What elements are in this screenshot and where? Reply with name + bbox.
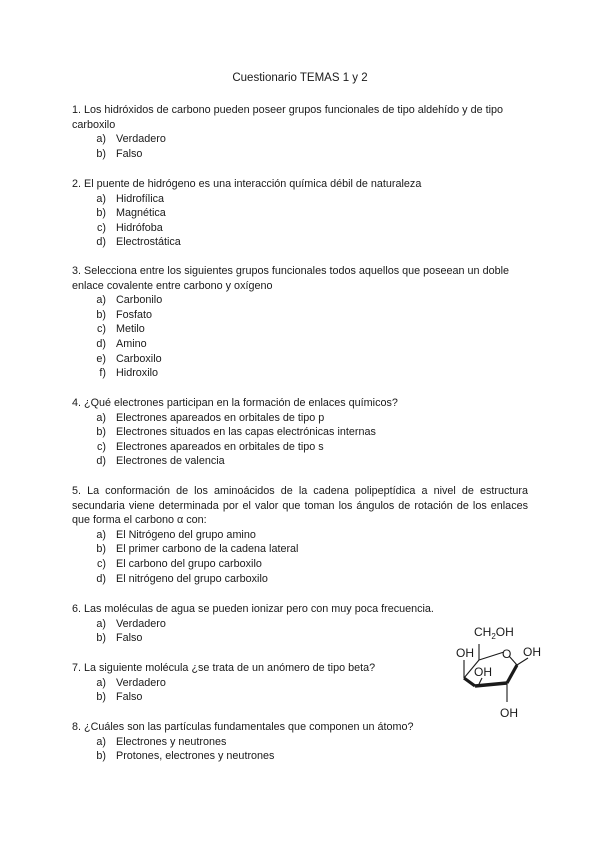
option-item <box>72 440 532 455</box>
option-text: Electrostática <box>116 236 181 249</box>
option-marker: b) <box>96 207 106 220</box>
option-item <box>72 557 528 572</box>
option-text: Hidroxilo <box>116 367 159 380</box>
option-item <box>72 735 532 750</box>
question-text: 2. El puente de hidrógeno es una interacción química débil de naturaleza <box>72 178 422 190</box>
option-text: Electrones apareados en orbitales de tipo s <box>116 440 324 453</box>
question-1 <box>72 103 532 161</box>
option-item <box>72 235 532 250</box>
option-item <box>72 308 532 323</box>
option-text: Falso <box>116 632 143 645</box>
option-marker: a) <box>96 617 106 630</box>
option-marker: c) <box>97 221 106 234</box>
option-marker: d) <box>96 236 106 249</box>
option-text: Hidrofílica <box>116 192 165 205</box>
option-text: El primer carbono de la cadena lateral <box>116 543 299 556</box>
option-text: Fosfato <box>116 308 153 321</box>
option-marker: b) <box>96 691 106 704</box>
option-marker: e) <box>96 352 106 365</box>
option-marker: b) <box>96 543 106 556</box>
option-marker: b) <box>96 632 106 645</box>
option-text: Falso <box>116 691 143 704</box>
option-marker: c) <box>97 440 106 453</box>
question-text: 4. ¿Qué electrones participan en la formación de enlaces químicos? <box>72 397 398 409</box>
option-text: Magnética <box>116 207 166 220</box>
oh-right-label: OH <box>523 645 541 659</box>
option-text: Carboxilo <box>116 352 162 365</box>
option-marker: a) <box>96 528 106 541</box>
option-text: Verdadero <box>116 617 166 630</box>
bond-c5-o <box>479 652 504 660</box>
option-text: Electrones y neutrones <box>116 735 227 748</box>
option-marker: b) <box>96 750 106 763</box>
question-5 <box>72 484 528 586</box>
option-item <box>72 542 528 557</box>
option-text: Electrones apareados en orbitales de tipo p <box>116 411 325 424</box>
option-marker: b) <box>96 426 106 439</box>
option-item <box>72 221 532 236</box>
options-list <box>72 528 528 586</box>
option-text: El nitrógeno del grupo carboxilo <box>116 572 268 585</box>
question-text: 5. La conformación de los aminoácidos de la cadena polipeptídica a nivel de estructura secundaria viene determinada por el valor que toman los ángulos de rotación de los enlaces que forma el carbono α con: <box>72 485 528 527</box>
option-item <box>72 366 532 381</box>
question-4 <box>72 396 532 469</box>
question-text: 1. Los hidróxidos de carbono pueden poseer grupos funcionales de tipo aldehído y de tipo carboxilo <box>72 104 503 131</box>
question-text: 3. Selecciona entre los siguientes grupos funcionales todos aquellos que poseean un doble enlace covalente entre carbono y oxígeno <box>72 265 509 292</box>
option-marker: b) <box>96 308 106 321</box>
question-3 <box>72 264 532 381</box>
question-2 <box>72 177 532 250</box>
options-list <box>72 411 532 469</box>
option-text: Amino <box>116 337 147 350</box>
option-text: Metilo <box>116 323 145 336</box>
options-list <box>72 132 532 161</box>
option-item <box>72 337 532 352</box>
bond-c4-c3-left <box>464 678 475 686</box>
option-marker: a) <box>96 411 106 424</box>
option-text: Verdadero <box>116 133 166 146</box>
options-list <box>72 293 532 381</box>
question-text: 7. La siguiente molécula ¿se trata de un anómero de tipo beta? <box>72 662 376 674</box>
option-item <box>72 411 532 426</box>
option-item <box>72 132 532 147</box>
option-item <box>72 454 532 469</box>
option-marker: d) <box>96 455 106 468</box>
option-item <box>72 352 532 367</box>
option-text: Carbonilo <box>116 294 163 307</box>
option-text: Hidrófoba <box>116 221 163 234</box>
oh-left-label: OH <box>456 646 474 660</box>
option-marker: d) <box>96 337 106 350</box>
options-list <box>72 735 532 764</box>
document-title: Cuestionario TEMAS 1 y 2 <box>232 72 368 84</box>
oh-bottom-label: OH <box>500 706 518 720</box>
glucose-haworth-structure <box>448 620 548 724</box>
option-marker: d) <box>96 572 106 585</box>
option-item <box>72 192 532 207</box>
option-item <box>72 749 532 764</box>
option-item <box>72 425 532 440</box>
option-text: Falso <box>116 147 143 160</box>
oh-inner-label: OH <box>474 665 492 679</box>
option-text: Verdadero <box>116 676 166 689</box>
option-item <box>72 572 528 587</box>
option-item <box>72 206 532 221</box>
option-text: Electrones situados en las capas electrónicas internas <box>116 426 376 439</box>
bond-c1-oh <box>517 658 528 665</box>
question-text: 6. Las moléculas de agua se pueden ionizar pero con muy poca frecuencia. <box>72 603 434 615</box>
ch2oh-label: $CH_2OH$ <box>474 625 514 641</box>
option-marker: c) <box>97 557 106 570</box>
option-text: Electrones de valencia <box>116 455 225 468</box>
ring-oxygen-label: O <box>502 647 512 661</box>
option-text: Protones, electrones y neutrones <box>116 750 275 763</box>
option-item <box>72 147 532 162</box>
option-marker: c) <box>97 323 106 336</box>
option-text: El carbono del grupo carboxilo <box>116 557 262 570</box>
option-item <box>72 293 532 308</box>
option-marker: f) <box>99 367 106 380</box>
option-item <box>72 528 528 543</box>
question-text: 8. ¿Cuáles son las partículas fundamentales que componen un átomo? <box>72 721 414 733</box>
option-marker: a) <box>96 735 106 748</box>
options-list <box>72 192 532 250</box>
option-text: El Nitrógeno del grupo amino <box>116 528 256 541</box>
option-marker: a) <box>96 294 106 307</box>
bond-c1-c2 <box>507 665 517 683</box>
option-marker: a) <box>96 192 106 205</box>
option-marker: a) <box>96 133 106 146</box>
option-item <box>72 322 532 337</box>
option-marker: b) <box>96 147 106 160</box>
option-marker: a) <box>96 676 106 689</box>
question-8 <box>72 720 532 764</box>
